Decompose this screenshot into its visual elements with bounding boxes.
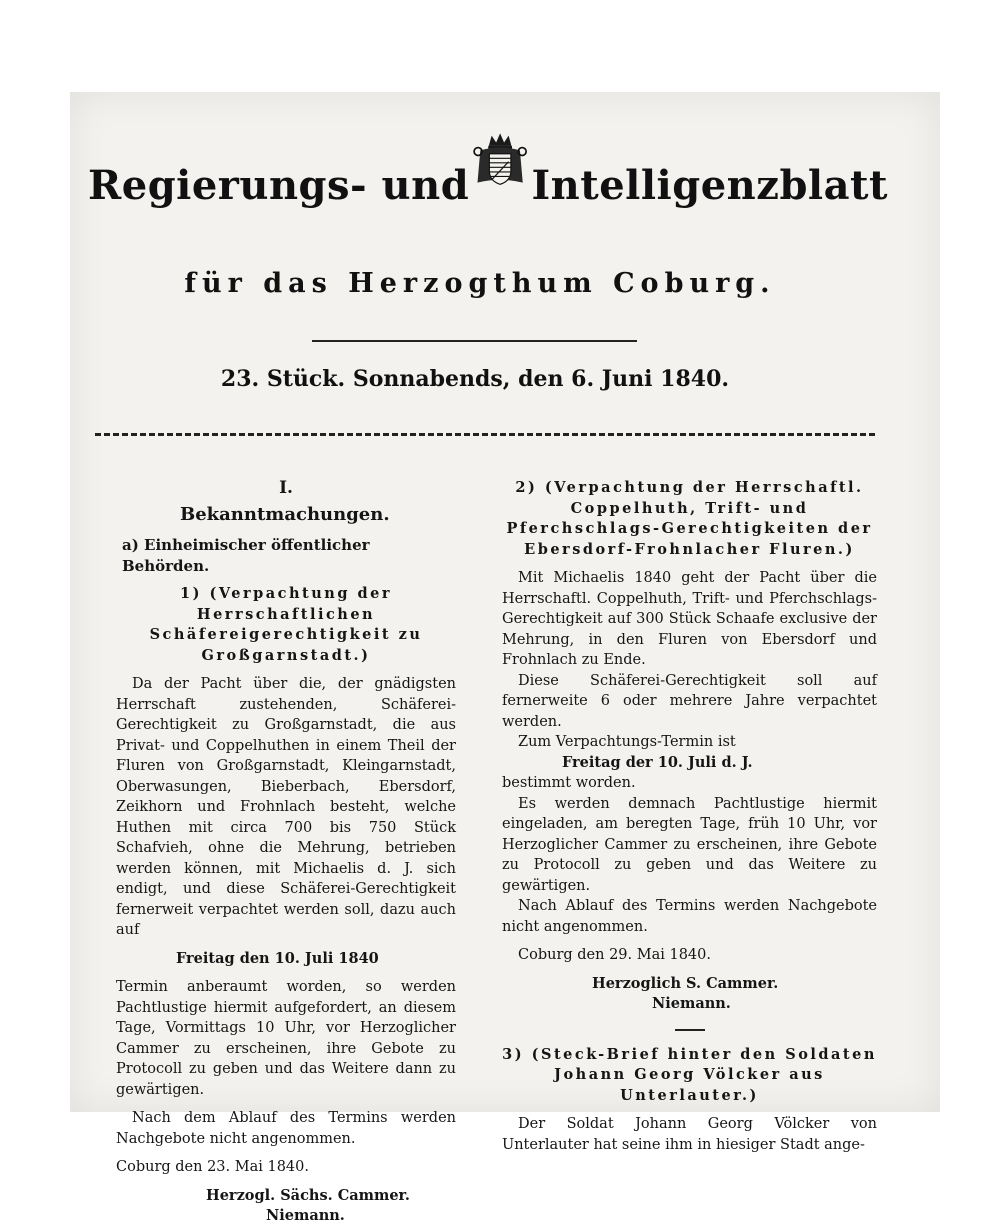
section-number: I. xyxy=(279,478,293,498)
item2-place-date: Coburg den 29. Mai 1840. xyxy=(518,947,711,963)
masthead-subtitle: für das Herzogthum Coburg. xyxy=(184,268,776,299)
title-right: Intelligenzblatt xyxy=(531,161,888,209)
right-column xyxy=(502,478,877,1155)
item3-body: Der Soldat Johann Georg Völcker von Unterlauter hat seine ihm in hiesiger Stadt ange- xyxy=(502,1116,877,1153)
item2-term: Zum Verpachtungs-Termin ist xyxy=(518,734,736,750)
item2-body: Mit Michaelis 1840 geht der Pacht über die Herrschaftl. Coppelhuth, Trift- und Pferchschlags-Gerechtigkeit auf 300 Stück Schaafe exclusive der Mehrung, in den Fluren von Ebersdorf und Frohnlach zu Ende. xyxy=(502,570,877,668)
item2-date: Freitag der 10. Juli d. J. xyxy=(562,753,753,771)
masthead-title xyxy=(88,155,888,215)
item1-authority: Herzogl. Sächs. Cammer. xyxy=(206,1186,410,1204)
coat-of-arms-icon xyxy=(469,105,531,215)
item2-body3: bestimmt worden. xyxy=(502,775,636,791)
item1-body: Da der Pacht über die, der gnädigsten Herrschaft zustehenden, Schäferei-Gerechtigkeit zu Großgarnstadt, die aus Privat- und Coppelhuthen in einem Theil der Fluren von Großgarnstadt, Kleingarnstadt, Oberwasungen, Bieberbach, Ebersdorf, Zeikhorn und Frohnlach besteht, welche Huthen mit circa 700 bis 750 Stück Schafvieh, ohne die Mehrung, betrieben werden können, mit Michaelis d. J. sich endigt, und diese Schäferei-Gerechtigkeit fernerweit verpachtet werden soll, dazu auch auf xyxy=(116,676,456,938)
item2-authority: Herzoglich S. Cammer. xyxy=(592,974,779,992)
item1-body2: Termin anberaumt worden, so werden Pachtlustige hiermit aufgefordert, an diesem Tage, Vormittags 10 Uhr, vor Herzoglicher Cammer zu erscheinen, ihre Gebote zu Protocoll zu geben und das Weitere dann zu gewärtigen. xyxy=(116,979,456,1098)
item3-title: 3) (Steck-Brief hinter den Soldaten Johann Georg Völcker aus Unterlauter.) xyxy=(502,1045,877,1104)
subsection-heading: a) Einheimischer öffentlicher Behörden. xyxy=(122,536,370,575)
item1-date: Freitag den 10. Juli 1840 xyxy=(176,949,379,967)
divider xyxy=(312,340,637,342)
item2-title: 2) (Verpachtung der Herrschaftl. Coppelhuth, Trift- und Pferchschlags-Gerechtigkeiten der Ebersdorf-Frohnlacher Fluren.) xyxy=(506,479,873,558)
item1-signer: Niemann. xyxy=(266,1207,345,1224)
divider xyxy=(675,1029,705,1031)
item2-body4: Es werden demnach Pachtlustige hiermit eingeladen, am beregten Tage, früh 10 Uhr, vor Herzoglicher Cammer zu erscheinen, ihre Gebote zu Protocoll zu geben und das Weitere zu gewärtigen. xyxy=(502,795,877,894)
left-column xyxy=(116,478,456,1227)
issue-line: 23. Stück. Sonnabends, den 6. Juni 1840. xyxy=(220,366,730,392)
item2-body5: Nach Ablauf des Termins werden Nachgebote nicht angenommen. xyxy=(502,898,877,935)
section-title: Bekanntmachungen. xyxy=(180,503,390,525)
title-left: Regierungs- und xyxy=(88,161,470,209)
item2-signer: Niemann. xyxy=(652,995,731,1012)
dashed-divider xyxy=(95,433,875,436)
item1-body3: Nach dem Ablauf des Termins werden Nachgebote nicht angenommen. xyxy=(116,1110,456,1147)
item1-place-date: Coburg den 23. Mai 1840. xyxy=(116,1159,309,1175)
item2-body2: Diese Schäferei-Gerechtigkeit soll auf fernerweite 6 oder mehrere Jahre verpachtet werden. xyxy=(502,672,877,730)
item1-title: 1) (Verpachtung der Herrschaftlichen Schäfereigerechtigkeit zu Großgarnstadt.) xyxy=(149,585,423,664)
